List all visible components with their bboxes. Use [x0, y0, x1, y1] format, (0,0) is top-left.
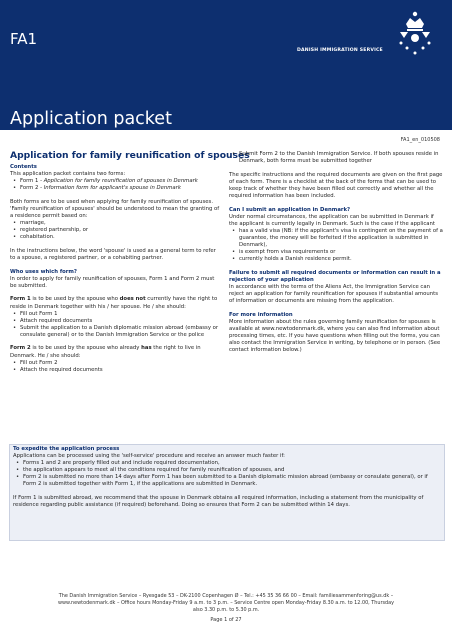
- document-reference: FA1_en_010508: [400, 137, 440, 143]
- more-info-heading: For more information: [229, 311, 293, 318]
- forms-list: [10, 178, 221, 192]
- failure-heading: Failure to submit all required documents or information can result in a rejection of your application: [229, 269, 441, 283]
- main-heading: Application for family reunification of spouses: [10, 150, 250, 161]
- list-item: • currently holds a Danish residence permit.: [239, 256, 443, 263]
- form2-label: Form 2: [10, 345, 31, 352]
- agency-name: DANISH IMMIGRATION SERVICE: [297, 48, 383, 53]
- list-item: • the application appears to meet all the conditions required for family reunification of spouses, and: [23, 467, 441, 474]
- form2-title: Information form for applicant's spouse in Denmark: [43, 185, 181, 192]
- footer-line: The Danish Immigration Service – Ryesgade 53 – DK-2100 Copenhagen Ø – Tel.: +45 35 36 66 00 – Email: familiesammenforing@us.dk –: [58, 593, 394, 599]
- list-item: • Submit the application to a Danish diplomatic mission abroad (embassy or consulate general) or to the Danish Immigration Service or the police: [20, 325, 221, 339]
- list-item: • Submit Form 2 to the Danish Immigration Service. If both spouses reside in Denmark, both forms must be submitted together: [239, 151, 443, 165]
- form2-prefix: Form 2 -: [20, 185, 44, 192]
- list-item: [20, 178, 221, 185]
- footer: [0, 593, 452, 614]
- expedite-heading: To expedite the application process: [13, 446, 120, 452]
- form2-steps: [10, 360, 221, 374]
- footer-line: www.newtodenmark.dk – Office hours Monday-Friday 9 a.m. to 3 p.m. – Service Centre open Monday-Friday 8.30 a.m. to 12.00, Thursday: [57, 600, 395, 606]
- contents-intro: This application packet contains two forms:: [10, 171, 126, 178]
- spouse-definition: In the instructions below, the word 'spouse' is used as a general term to refer to a spouse, a registered partner, or a cohabiting partner.: [10, 247, 216, 262]
- form2-usage-text: is to be used by the spouse who already: [30, 345, 142, 352]
- form1-label: Form 1: [10, 296, 31, 303]
- both-forms-text: Both forms are to be used when applying for family reunification of spouses. 'Family reunification of spouses' should be understood to mean the granting of a residence permit based on:: [10, 198, 220, 220]
- form1-prefix: Form 1 -: [20, 178, 44, 185]
- list-item: • marriage,: [20, 220, 221, 227]
- form1-usage: [10, 296, 221, 310]
- list-item: • Forms 1 and 2 are properly filled out and include required documentation,: [23, 460, 441, 467]
- form1-title: Application for family reunification of spouses in Denmark: [43, 178, 198, 185]
- list-item: • Fill out Form 2: [20, 360, 221, 367]
- form2-usage: [10, 345, 221, 359]
- can-submit-heading: Can I submit an application in Denmark?: [229, 206, 351, 213]
- more-info-text: More information about the rules governing family reunification for spouses is available at www.newtodenmark.dk, where you can also find information about processing times, etc. If you have questions when filling out the forms, you can also contact the Immigration Service in writing, by telephone or in person. (See contact information below.): [229, 318, 441, 354]
- footer-line: also 3.30 p.m. to 5.30 p.m.: [192, 607, 260, 613]
- crown-crest-icon: [392, 10, 438, 58]
- form1-steps: [10, 311, 221, 339]
- form2-emphasis: has: [141, 345, 152, 352]
- expedite-list: [13, 460, 441, 488]
- expedite-outro: If Form 1 is submitted abroad, we recommend that the spouse in Denmark obtains all required information, including a statement from the municipality of residence regarding public assistance (if required) beforehand. Doing so ensures that Form 2 can be submitted within 14 days.: [13, 494, 424, 508]
- form1-usage-rest: currently have the right to reside in Denmark together with his / her spouse. He / she should:: [10, 296, 218, 310]
- page-title: Application packet: [10, 109, 172, 129]
- contents-heading: Contents: [10, 164, 37, 170]
- list-item: • Attach the required documents: [20, 367, 221, 374]
- list-item: • Attach required documents: [20, 318, 221, 325]
- submit-list: [229, 151, 443, 165]
- basis-list: [10, 220, 221, 241]
- failure-text: In accordance with the terms of the Aliens Act, the Immigration Service can reject an application for family reunification for spouses if substantial amounts of information or documents are missing from the application.: [229, 284, 438, 305]
- form1-emphasis: does not: [119, 296, 146, 303]
- page-number: Page 1 of 27: [210, 617, 242, 623]
- can-submit-list: [229, 228, 443, 263]
- header-band: [0, 0, 452, 130]
- who-text: In order to apply for family reunification of spouses, Form 1 and Form 2 must be submitted.: [10, 275, 215, 289]
- list-item: • Fill out Form 1: [20, 311, 221, 318]
- document-code: FA1: [10, 30, 38, 48]
- form1-usage-text: is to be used by the spouse who: [30, 296, 120, 303]
- list-item: • registered partnership, or: [20, 227, 221, 234]
- can-submit-text: Under normal circumstances, the application can be submitted in Denmark if the applicant is currently legally in Denmark. Such is the case if the applicant: [229, 213, 435, 227]
- expedite-intro: Applications can be processed using the 'self-service' procedure and receive an answer much faster if:: [13, 453, 285, 460]
- list-item: [20, 185, 221, 192]
- specific-instructions: The specific instructions and the required documents are given on the first page of each form. There is a checklist at the back of the forms that can be used to keep track of whether they have been filled out correctly and whether all the required information has been included.: [229, 171, 443, 199]
- list-item: • is exempt from visa requirements or: [239, 249, 443, 256]
- list-item: • cohabitation.: [20, 234, 221, 241]
- left-column: [10, 164, 221, 380]
- expedite-info-box: [9, 444, 445, 541]
- who-heading: Who uses which form?: [10, 268, 77, 275]
- form2-usage-rest: the right to live in Denmark. He / she should:: [10, 345, 201, 359]
- list-item: • has a valid visa (NB: if the applicant's visa is contingent on the payment of a guarantee, the money will be forfeited if the application is submitted in Denmark),: [239, 228, 443, 249]
- list-item: • Form 2 is submitted no more than 14 days after Form 1 has been submitted to a Danish diplomatic mission abroad (embassy or consulate general), or if Form 2 is submitted together with Form 1, if the applications are submitted in Denmark.: [23, 474, 441, 488]
- right-column: [229, 151, 443, 361]
